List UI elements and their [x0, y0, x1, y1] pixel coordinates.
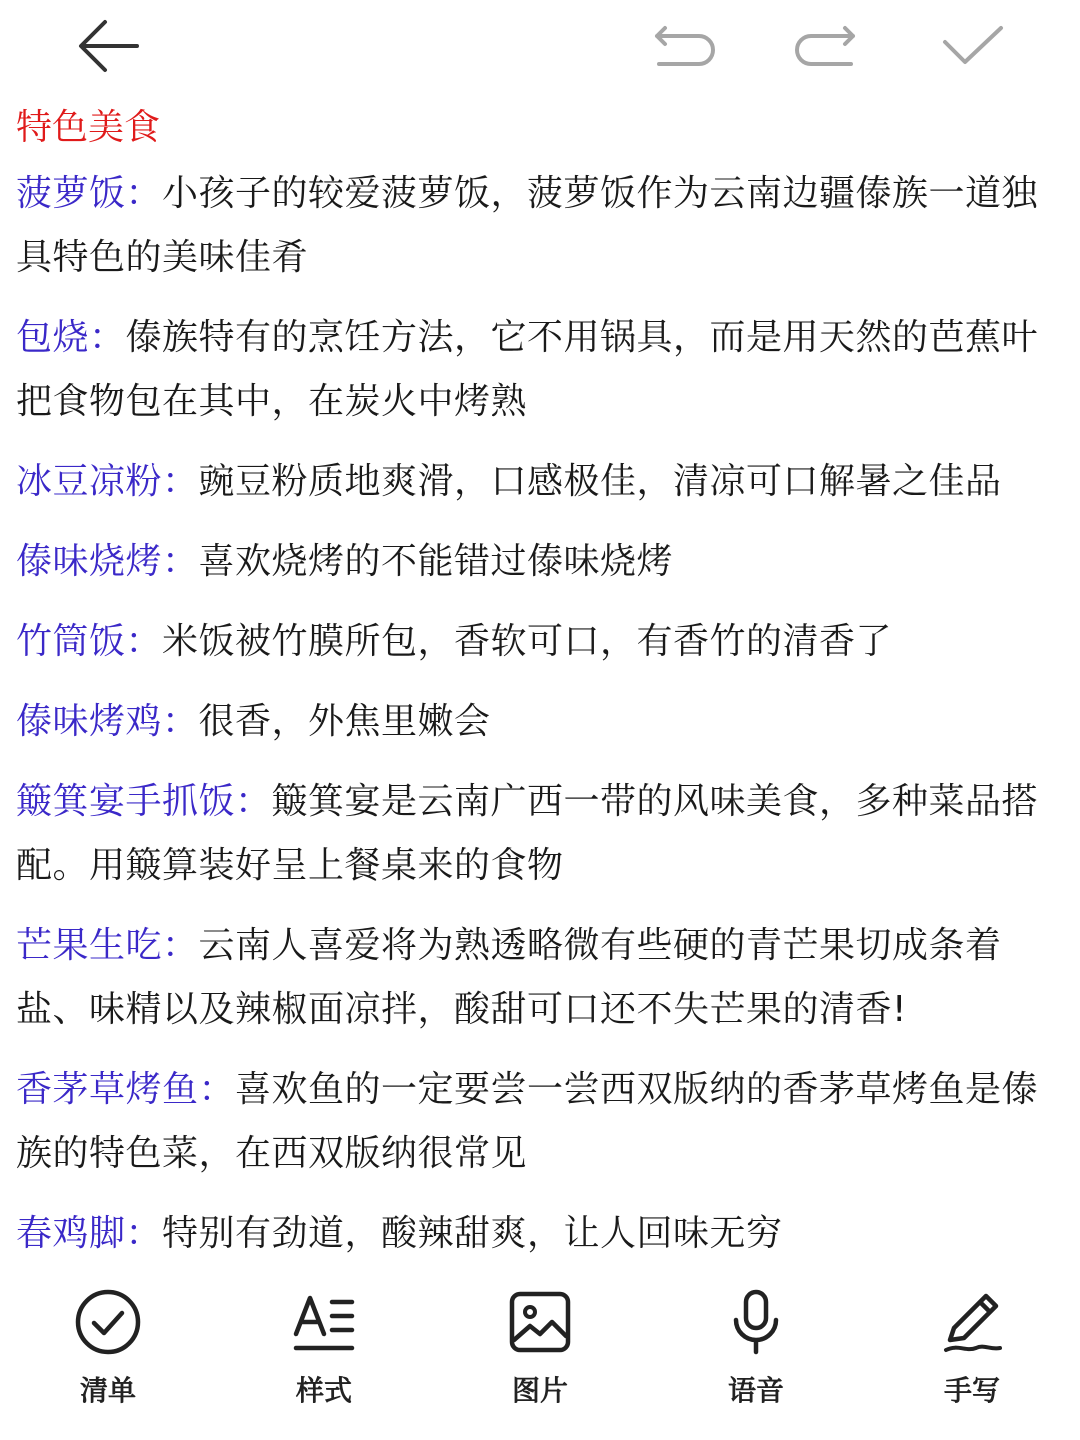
check-icon: [939, 24, 1005, 68]
entry-term: 春鸡脚: [16, 1213, 126, 1254]
entry-separator: ：: [162, 461, 199, 502]
entry-term: 包烧: [16, 317, 90, 358]
entry-term: 傣味烤鸡: [16, 701, 163, 742]
note-entry: [16, 1202, 1048, 1266]
redo-icon: [793, 24, 859, 68]
note-entry: [16, 690, 1048, 754]
note-entry: [16, 610, 1048, 674]
undo-icon: [651, 24, 717, 68]
entry-text: 豌豆粉质地爽滑，口感极佳，清凉可口解暑之佳品: [198, 461, 1002, 502]
entry-term: 冰豆凉粉: [16, 461, 163, 502]
entry-text: 傣族特有的烹饪方法，它不用锅具，而是用天然的芭蕉叶把食物包在其中，在炭火中烤熟: [16, 317, 1039, 422]
note-entry: [16, 530, 1048, 594]
note-entry: [16, 306, 1048, 434]
back-button[interactable]: [72, 14, 144, 78]
entry-text: 喜欢鱼的一定要尝一尝西双版纳的香茅草烤鱼是傣族的特色菜，在西双版纳很常见: [16, 1069, 1039, 1174]
image-label: 图片: [511, 1374, 568, 1407]
checklist-button[interactable]: [18, 1284, 198, 1408]
voice-label: 语音: [727, 1374, 784, 1407]
entry-text: 喜欢烧烤的不能错过傣味烧烤: [198, 541, 674, 582]
note-entry: [16, 914, 1048, 1042]
entry-separator: ：: [162, 925, 199, 966]
entry-separator: ：: [89, 317, 126, 358]
entry-separator: ：: [125, 621, 163, 662]
note-entry: [16, 450, 1048, 514]
checklist-label: 清单: [79, 1374, 136, 1407]
microphone-icon: [720, 1286, 792, 1358]
entry-separator: ：: [162, 541, 199, 582]
text-style-button[interactable]: [234, 1284, 414, 1408]
handwriting-button[interactable]: [882, 1284, 1062, 1408]
note-entry: [16, 162, 1048, 290]
text-style-label: 样式: [295, 1374, 352, 1407]
entry-separator: ：: [162, 701, 199, 742]
entry-separator: ：: [235, 781, 272, 822]
entry-text: 簸箕宴是云南广西一带的风味美食，多种菜品搭配。用簸算装好呈上餐桌来的食物: [16, 781, 1039, 886]
image-icon: [504, 1286, 576, 1358]
bottom-toolbar: [0, 1284, 1080, 1440]
note-entry: [16, 770, 1048, 898]
entry-separator: ：: [125, 1213, 163, 1254]
entry-term: 簸箕宴手抓饭: [16, 781, 236, 822]
undo-button[interactable]: [648, 14, 720, 78]
text-style-icon: [288, 1286, 360, 1358]
entry-term: 傣味烧烤: [16, 541, 163, 582]
entry-text: 小孩子的较爱菠萝饭，菠萝饭作为云南边疆傣族一道独具特色的美味佳肴: [16, 173, 1039, 278]
note-entry: [16, 1058, 1048, 1186]
done-button[interactable]: [936, 14, 1008, 78]
entry-text: 特别有劲道，酸辣甜爽，让人回味无穷: [162, 1213, 783, 1254]
voice-button[interactable]: [666, 1284, 846, 1408]
handwriting-pen-icon: [936, 1286, 1008, 1358]
checklist-icon: [72, 1286, 144, 1358]
entry-separator: ：: [125, 173, 163, 214]
entry-term: 芒果生吃: [16, 925, 163, 966]
entry-text: 米饭被竹膜所包，香软可口，有香竹的清香了: [162, 621, 893, 662]
entry-text: 云南人喜爱将为熟透略微有些硬的青芒果切成条着盐、味精以及辣椒面凉拌，酸甜可口还不失芒果的清香!: [16, 925, 1002, 1030]
handwriting-label: 手写: [943, 1374, 1000, 1407]
entry-text: 很香，外焦里嫩会: [198, 701, 491, 742]
entry-term: 菠萝饭: [16, 173, 126, 214]
top-toolbar: [0, 0, 1080, 96]
entry-term: 香茅草烤鱼: [16, 1069, 199, 1110]
entry-term: 竹筒饭: [16, 621, 126, 662]
image-button[interactable]: [450, 1284, 630, 1408]
arrow-left-icon: [75, 16, 141, 76]
redo-button[interactable]: [790, 14, 862, 78]
note-content[interactable]: [16, 100, 1048, 1282]
note-heading: 特色美食: [16, 107, 161, 148]
entry-separator: ：: [198, 1069, 236, 1110]
